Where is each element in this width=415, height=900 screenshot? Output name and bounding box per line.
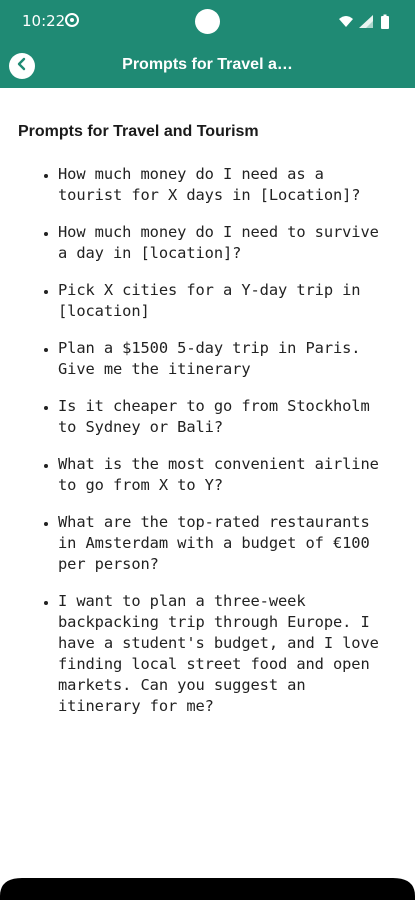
app-title: Prompts for Travel a… <box>122 56 293 73</box>
list-item: • Plan a $1500 5-day trip in Paris. Give me the itinerary <box>58 338 415 380</box>
list-item: • How much money do I need to survive a day in [location]? <box>58 222 415 264</box>
list-item: • What are the top-rated restaurants in Amsterdam with a budget of €100 per person? <box>58 512 415 575</box>
wifi-icon <box>339 16 353 27</box>
prompt-list <box>38 164 415 733</box>
settings-gear-icon <box>64 12 80 28</box>
status-icons <box>337 13 397 31</box>
navigation-bar <box>0 878 415 900</box>
list-item: • How much money do I need as a tourist for X days in [Location]? <box>58 164 415 206</box>
list-item: • What is the most convenient airline to go from X to Y? <box>58 454 415 496</box>
list-item: • Pick X cities for a Y-day trip in [location] <box>58 280 415 322</box>
list-item: • Is it cheaper to go from Stockholm to Sydney or Bali? <box>58 396 415 438</box>
camera-cutout <box>195 9 220 34</box>
status-time: 10:22 <box>22 12 66 30</box>
battery-icon <box>381 15 389 30</box>
signal-icon <box>359 15 373 28</box>
page-heading: Prompts for Travel and Tourism <box>18 123 259 140</box>
app-bar <box>0 44 415 88</box>
list-item: • I want to plan a three-week backpacking trip through Europe. I have a student's budget, and I love finding local street food and open markets. Can you suggest an itinerary for me? <box>58 591 415 717</box>
status-bar <box>0 0 415 44</box>
